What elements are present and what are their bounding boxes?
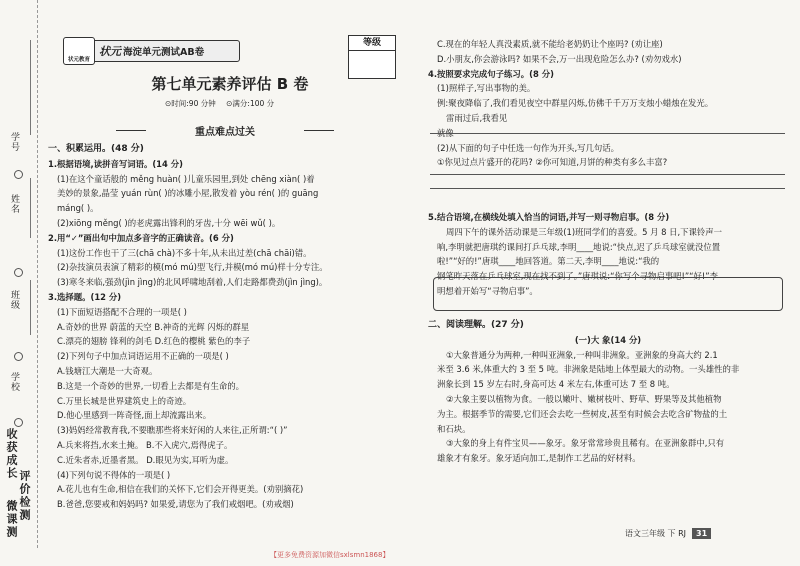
grade-label: 等级 [349, 36, 395, 51]
text-line: A.奇妙的世界 蔚蓝的天空 B.神奇的光辉 闪烁的群星 [57, 321, 250, 332]
text-line: 明想着开始写“寻物启事”。 [437, 285, 538, 296]
text-line: 二、阅读理解。(27 分) [428, 320, 524, 330]
binding-label-class: 班级 [9, 290, 19, 310]
text-line: C.近朱者赤,近墨者黑。 D.眼见为实,耳听为虚。 [57, 454, 234, 465]
text-line: 5.结合语境,在横线处填入恰当的词语,并写一则寻物启事。(8 分) [428, 212, 670, 222]
text-line: (1)在这个童话般的 měng huàn( )儿童乐园里,到处 chēng xiàn( )着 [57, 173, 315, 184]
answer-line [430, 133, 785, 134]
binding-label-school: 学校 [9, 372, 19, 392]
text-line: (2)杂技演员表演了精彩的模(mó mú)型飞行,并模(mó mú)样十分专注。 [57, 262, 328, 273]
text-line: máng( )。 [57, 203, 99, 214]
section-banner: 重点难点过关 [150, 123, 300, 138]
text-line: 4.按照要求完成句子练习。(8 分) [428, 68, 554, 79]
binding-slogan: 微课测 [5, 500, 18, 539]
publisher-badge: 状元教育 [63, 37, 95, 65]
text-line: D.他心里感到一阵奇怪,面上却流露出来。 [57, 410, 212, 421]
text-line: 周四下午的课外活动课是三年级(1)班同学们的喜爱。5 月 8 日,下课铃声一 [446, 226, 723, 237]
text-line: 1.根据语境,读拼音写词语。(14 分) [48, 158, 183, 169]
text-line: 为主。根据季节的需要,它们还会去吃一些树皮,甚至有时候会去吃含矿物盐的土 [437, 408, 728, 419]
binding-margin [0, 0, 38, 548]
binding-label-name: 姓名 [9, 194, 19, 214]
student-id-line [30, 40, 31, 135]
text-line: B.这是一个奇妙的世界,一切看上去都是有生命的。 [57, 380, 244, 391]
reading-section [428, 318, 788, 466]
page-title: 第七单元素养评估 B 卷 [151, 75, 309, 93]
text-line: 一、积累运用。(48 分) [48, 144, 144, 154]
brand-mark: 状元 [99, 45, 121, 58]
exam-score: ⊙满分:100 分 [226, 99, 275, 108]
text-line: 米至 3.6 米,体重大约 3 至 5 吨。非洲象是陆地上体型最大的动物。一头雄性的非 [437, 364, 740, 375]
series-logo [64, 40, 240, 62]
text-line: 啦!”“好的!”唐琪____地回答道。第二天,李明____地说:“我的 [437, 256, 660, 267]
text-line: (一)大 象(14 分) [574, 334, 642, 345]
text-line: 美妙的景象,晶莹 yuán rùn( )的冰雕小屋,散发着 yòu rén( )的 guāng [57, 188, 319, 199]
text-line: A.花儿也有生命,相信在我们的关怀下,它们会开得更美。(劝别摘花) [57, 484, 304, 495]
exam-meta [165, 98, 274, 109]
binding-slogan: 评价检测 [18, 470, 31, 522]
grade-box [348, 35, 396, 79]
text-line: ③大象的身上有件宝贝——象牙。象牙常常珍贵且稀有。在亚洲象群中,只有 [446, 438, 725, 449]
text-line: (2)从下面的句子中任选一句作为开头,写几句话。 [437, 142, 620, 153]
text-line: 和石块。 [437, 423, 471, 434]
binding-hole [14, 352, 23, 361]
text-line: 雄象才有象牙。象牙适向加工,是制作工艺品的好材料。 [437, 453, 641, 464]
text-line: 雷雨过后,我看见 [446, 112, 508, 123]
text-line: 3.选择题。(12 分) [48, 291, 122, 302]
left-column [48, 142, 396, 512]
text-line: (3)寒冬来临,强劲(jìn jìng)的北风呼啸地刮着,人们走路都费劲(jìn jìng)。 [57, 277, 328, 288]
subject-label: 语文三年级 下 RJ [625, 529, 687, 538]
text-line: 洲象长到 15 岁左右时,身高可达 4 米左右,体重可达 7 至 8 吨。 [437, 379, 675, 390]
text-line: (3)妈妈经常教育我,不要瞧那些将来好闲的人来往,正所谓:“( )” [57, 425, 288, 436]
class-line [30, 280, 31, 335]
text-line: (2)下列句子中加点词语运用不正确的一项是( ) [57, 351, 229, 362]
answer-line [430, 174, 785, 175]
right-column [428, 37, 788, 170]
text-line: ①大象普通分为两种,一种叫亚洲象,一种叫非洲象。亚洲象的身高大约 2.1 [446, 349, 718, 360]
text-line: 就像 [437, 127, 454, 138]
binding-slogan: 收获成长 [5, 428, 18, 480]
text-line: A.钱塘江大潮是一大奇观。 [57, 365, 158, 376]
text-line: ②大象主要以植物为食。一般以嫩叶、嫩树枝叶、野草、野果等及其他植物 [446, 393, 722, 404]
watermark: 【更多免费资源加微信sxlsmn1868】 [270, 551, 390, 559]
answer-line [430, 188, 785, 189]
text-line: C.万里长城是世界建筑史上的奇迹。 [57, 395, 192, 406]
text-line: (2)xiōng měng( )的老虎露出锋利的牙齿,十分 wēi wǔ( )。 [57, 217, 281, 228]
binding-hole [14, 170, 23, 179]
name-line [30, 178, 31, 238]
text-line: C.现在的年轻人真没素质,就不能给老奶奶让个座吗? (劝让座) [437, 39, 663, 49]
text-line: D.小朋友,你会游泳吗? 如果不会,万一出现危险怎么办? (劝勿戏水) [437, 53, 682, 64]
text-line: 例:聚夜降临了,我们看见夜空中群星闪烁,仿佛千千万万支烛小蜡烛在发光。 [437, 98, 714, 109]
text-line: ①你见过点片盛开的花吗? ②你可知道,月饼的种类有多么丰富? [437, 157, 668, 168]
binding-hole [14, 418, 23, 427]
text-line: 钢笔昨天落在乒乓球室,现在找不到了。”唐琪说:“你写个寻物启事吧!”“好!”李 [437, 271, 718, 282]
page-number: 31 [692, 528, 711, 539]
text-line: (1)照样子,写出事物的美。 [437, 83, 536, 94]
page-footer [625, 528, 711, 539]
text-line: A.兵来将挡,水来土掩。 B.不入虎穴,焉得虎子。 [57, 439, 233, 450]
text-line: (1)这份工作也干了三(chā chà)不多十年,从未出过差(chā chāi)错。 [57, 247, 312, 258]
exam-time: ⊙时间:90 分钟 [165, 99, 216, 108]
text-line: 响,李明就把唐琪约课间打乒乓球,李明____地说:“快点,迟了乒乓球室就没位置 [437, 241, 721, 252]
text-line: C.漂亮的翅膀 锋利的剑毛 D.红色的樱桃 紫色的李子 [57, 336, 251, 347]
binding-hole [14, 268, 23, 277]
binding-label-student-id: 学号 [9, 132, 19, 152]
text-line: (1)下面短语搭配不合理的一项是( ) [57, 306, 187, 317]
text-line: 2.用“✓”画出句中加点多音字的正确读音。(6 分) [48, 232, 234, 243]
lost-notice-writing-box[interactable] [433, 277, 783, 311]
text-line: B.爸爸,您要戒和妈妈吗? 如果爱,请您为了我们戒烟吧。(劝戒烟) [57, 499, 294, 510]
series-name: 海淀单元测试AB卷 [123, 47, 205, 58]
text-line: (4)下列句说不得体的一项是( ) [57, 469, 171, 480]
